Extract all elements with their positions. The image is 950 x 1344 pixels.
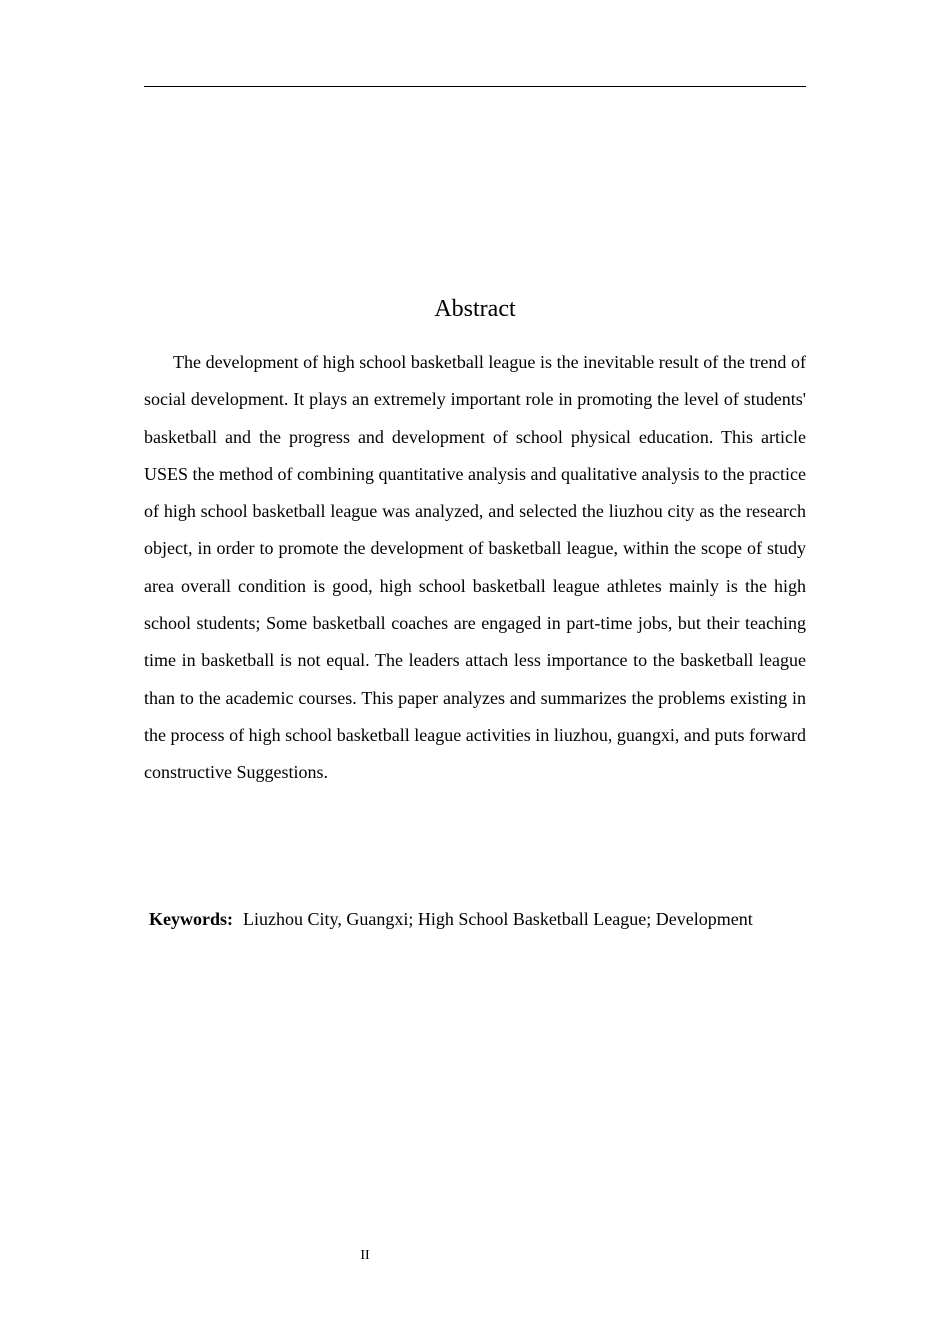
header-rule bbox=[144, 86, 806, 87]
page-number: II bbox=[360, 1248, 370, 1263]
abstract-title: Abstract bbox=[434, 296, 516, 322]
keywords-label: Keywords: bbox=[149, 909, 233, 929]
keywords-value: Liuzhou City, Guangxi; High School Basketball League; Development bbox=[243, 909, 753, 929]
abstract-body: The development of high school basketball league is the inevitable result of the trend of social development. It plays an extremely important role in promoting the level of students' basketball and the progress and development of school physical education. This article USES the method of combining quantitative analysis and qualitative analysis to the practice of high school basketball league was analyzed, and selected the liuzhou city as the research object, in order to promote the development of basketball league, within the scope of study area overall condition is good, high school basketball league athletes mainly is the high school students; Some basketball coaches are engaged in part-time jobs, but their teaching time in basketball is not equal. The leaders attach less importance to the basketball league than to the academic courses. This paper analyzes and summarizes the problems existing in the process of high school basketball league activities in liuzhou, guangxi, and puts forward constructive Suggestions. bbox=[144, 352, 806, 783]
keywords-line bbox=[149, 904, 849, 934]
